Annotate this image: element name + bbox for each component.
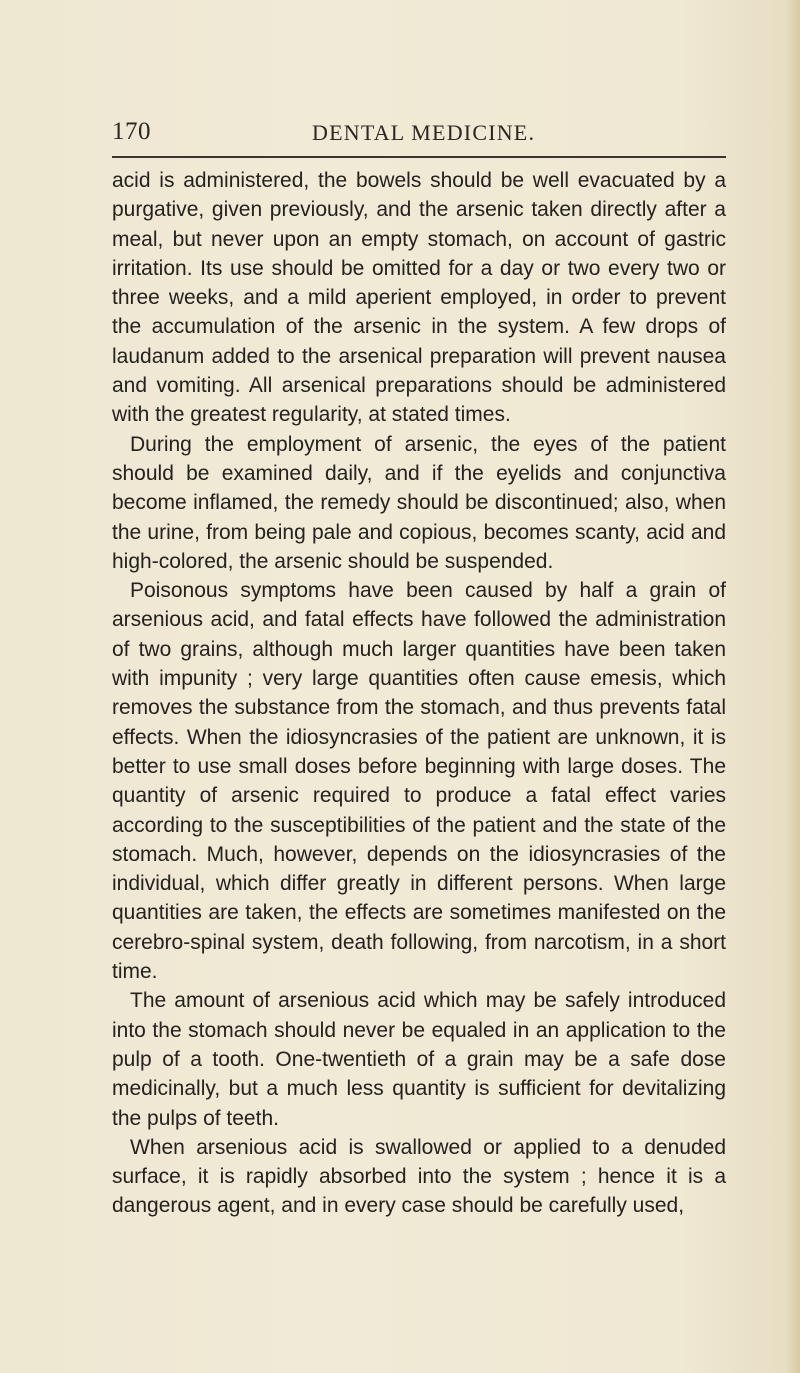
running-head: DENTAL MEDICINE. [312,120,536,145]
body-text [112,166,726,1221]
page-header [112,118,726,152]
paragraph: When arsenious acid is swallowed or applied to a denuded surface, it is rapidly absorbed into the system ; hence it is a dangerous agent, and in every case should be carefully used, [112,1135,726,1218]
paragraph: acid is administered, the bowels should be well evacuated by a purgative, given previously, and the arsenic taken directly after a meal, but never upon an empty stomach, on account of gastric irritation. Its use should be omitted for a day or two every two or three weeks, and a mild aperient employed, in order to prevent the accumulation of the arsenic in the system. A few drops of laudanum added to the arsenical preparation will prevent nausea and vomiting. All arsenical preparations should be administered with the greatest regularity, at stated times. [112,169,726,427]
page-number: 170 [112,118,151,145]
paragraph: During the employment of arsenic, the eyes of the patient should be examined daily, and if the eyelids and conjunctiva become inflamed, the remedy should be discontinued; also, when the urine, from being pale and copious, becomes scanty, acid and high-colored, the arsenic should be suspended. [112,432,726,573]
page-edge-shadow [786,0,800,1373]
header-rule [112,156,726,158]
paragraph: Poisonous symptoms have been caused by half a grain of arsenious acid, and fatal effects have followed the administration of two grains, although much larger quantities have been taken with impunity ; very large quantities often cause emesis, which removes the substance from the stomach, and thus prevents fatal effects. When the idiosyncrasies of the patient are unknown, it is better to use small doses before beginning with large doses. The quantity of arsenic required to produce a fatal effect varies according to the susceptibilities of the patient and the state of the stomach. Much, however, depends on the idiosyncrasies of the individual, which differ greatly in different persons. When large quantities are taken, the effects are sometimes manifested on the cerebro-spinal system, death following, from narcotism, in a short time. [112,579,726,984]
paragraph: The amount of arsenious acid which may be safely introduced into the stomach should never be equaled in an application to the pulp of a tooth. One-twentieth of a grain may be a safe dose medicinally, but a much less quantity is sufficient for devitalizing the pulps of teeth. [112,989,726,1130]
